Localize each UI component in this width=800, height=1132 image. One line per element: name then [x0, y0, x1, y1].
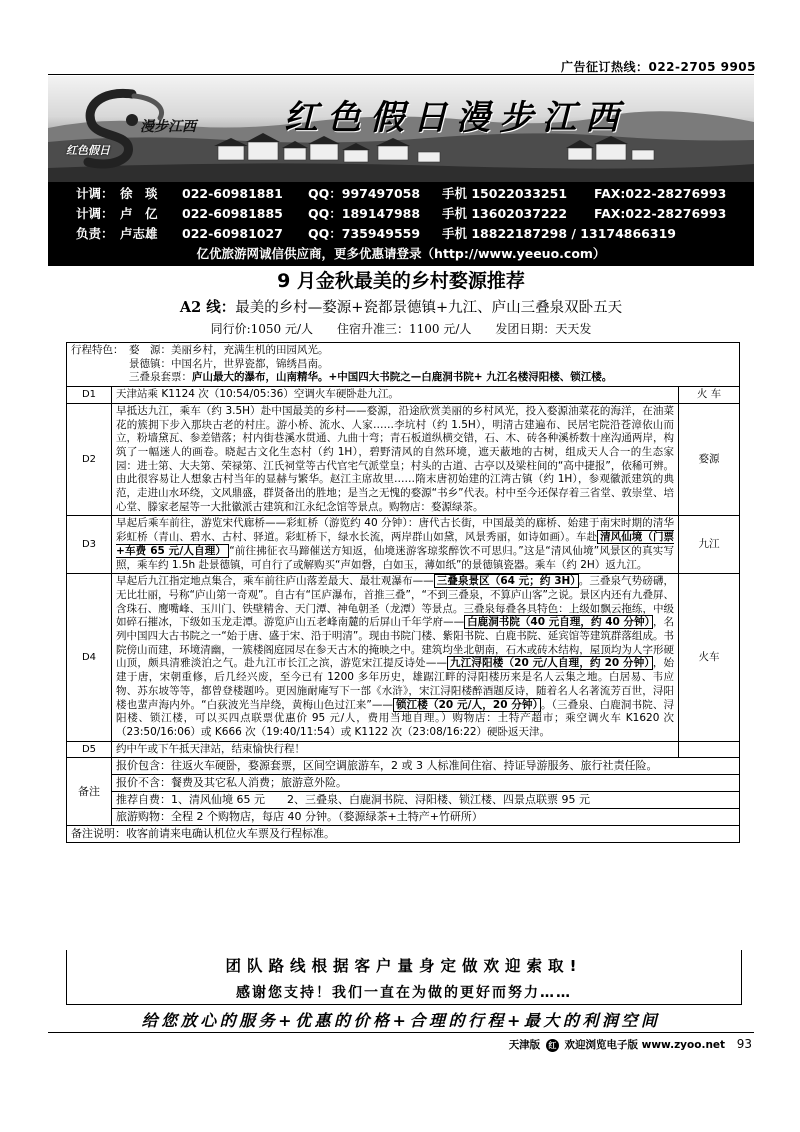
contact-qq: QQ：997497058 — [308, 186, 421, 201]
contact-role: 计调： — [76, 206, 114, 221]
highlight-box: 锁江楼（20 元/人，20 分钟） — [393, 698, 541, 712]
page-title: 9 月金秋最美的乡村婺源推荐 — [277, 270, 525, 292]
day-text — [112, 516, 679, 574]
features-cell — [67, 343, 740, 387]
day-text: 早抵达九江，乘车（约 3.5H）赴中国最美的乡村——婺源，沿途欣赏美丽的乡村风光，投入婺源油菜花的海洋，在油菜花的簇拥下步入那块古老的村庄。游小桥、流水、人家……李坑村（约 1.5H），明清古建遍布、民居宅院沿苍漳依山而立，粉墙黛瓦、参差错落；村内街巷溪水贯通、九曲十弯；青石板道纵横交错，石、木、砖各种溪桥数十座沟通两岸，构筑了一幅迷人的画卷。晓起古文化生态村（约 1H），碧野清风的自然环境，遮天蔽地的古树，组成天人合一的生态家园：进士第、大夫第、荣禄第、江氏祠堂等古代官宅气派堂皇；村头的古道、古亭以及梁柱间的“高中捷报”，依稀可辨。由此很容易让人想象古村当年的显赫与繁华。赵江主席故里……隋末唐初始建的江湾古镇（约 1H），参观徽派建筑的典范，走进山水环绕，文风鼎盛，群贤备出的胜地；是当之无愧的婺源“书乡”代表。村中至今还保存着三省堂、敦崇堂、培心堂、滕家老屋等一大批徽派古建筑和江永纪念馆等景点。购物店：婺源绿茶。 — [112, 403, 679, 516]
promo-box — [66, 950, 742, 1005]
bottom-tagline: 给您放心的服务+优惠的价格+合理的行程+最大的利润空间 — [141, 1011, 661, 1030]
day-text-part: 。三叠泉气势磅礴，无比壮丽，号称“庐山第一奇观”。自古有“匡庐瀑布，首推三叠”，“不到三叠泉，不算庐山客”之说。景区内还有九叠屏、含珠石、鹰嘴峰、玉川门、铁壁精舍、天门潭、神龟朝圣（龙潭）等景点。三叠泉每叠各具特色：上级如飘云拖练，中级如碎石摧冰，下级如玉龙走潭。游览庐山五老峰南麓的后屏山千年学府—— — [116, 575, 675, 629]
contact-panel — [48, 182, 754, 266]
header-banner — [48, 76, 754, 182]
route-code: A2 线： — [179, 299, 236, 316]
day-stay: 火 车 — [679, 387, 740, 404]
page-number: 93 — [736, 1037, 752, 1051]
day-text-part: “前往拂征衣马蹄催送方知返，仙境迷游客琼浆醉饮不可思归。”这是“清风仙境”风景区的真实写照，乘车约 1.5h 赴景德镇，可自行了或解购买“声如磬，白如玉，薄如纸”的景德镇瓷器。乘车（约 2H）返九江。 — [116, 544, 674, 571]
features-row — [67, 343, 740, 387]
itinerary-table — [66, 342, 740, 843]
wuyuan-label: 婺 源： — [129, 344, 171, 356]
remark-row — [67, 775, 740, 792]
day-text-part: ，始建于唐，宋朝重修，后几经兴废，至今已有 1200 多年历史，雄踞江畔的浔阳楼历来是名人云集之地。白居易、韦应物、苏东坡等等，都曾登楼题吟。更因施耐庵写下一部《水浒》，宋江浔阳楼醉酒题反诗，随着名人名著流芳百世，浔阳楼也蜚声海内外。“白荻波光当岸绕，黄梅山色过江来”—— — [116, 657, 675, 711]
contact-mobile: 手机 13602037222 — [442, 206, 568, 221]
day-text-part: 。（三叠泉、白鹿洞书院、浔阳楼、锁江楼，可以买四点联票优惠价 95 元/人，费用当地自理。）购物店：土特产超市；乘空调火车 K1620 次（23:50/16:06）或 K666 次（19:40/11:54）或 K1122 次（23:08/16:22）硬卧返天津。 — [116, 698, 675, 738]
ad-hotline: 广告征订热线：022-2705 9905 — [560, 60, 756, 74]
contact-name: 徐 琰 — [120, 186, 158, 201]
bottom-rule — [48, 1032, 754, 1033]
sdq-label: 三叠泉套票： — [129, 371, 192, 384]
jdz-label: 景德镇： — [129, 357, 171, 370]
day-row — [67, 574, 740, 741]
remark-item: 报价不含：餐费及其它私人消费；旅游意外险。 — [112, 775, 740, 792]
day-row — [67, 387, 740, 404]
remark-note: 备注说明：收客前请来电确认机位火车票及行程标准。 — [67, 826, 740, 843]
day-stay: 婺源 — [679, 403, 740, 516]
banner-slogan: 红色假日漫步江西 — [284, 98, 628, 138]
remark-row — [67, 792, 740, 809]
contact-tel: 022-60981885 — [182, 206, 283, 221]
contact-qq: QQ：189147988 — [308, 206, 421, 221]
jdz-feature: 中国名片，世界瓷都，锦绣昌南。 — [171, 357, 329, 370]
promo-line-1: 团队路线根据客户量身定做欢迎索取! — [225, 957, 583, 975]
day-stay: 火车 — [679, 574, 740, 741]
day-label: D2 — [67, 403, 112, 516]
day-text: 天津站乘 K1124 次（10:54/05:36）空调火车硬卧赴九江。 — [112, 387, 679, 404]
contact-fax: FAX:022-28276993 — [594, 206, 727, 221]
day-label: D3 — [67, 516, 112, 574]
contact-role: 负责： — [76, 226, 114, 241]
day-stay — [679, 741, 740, 758]
day-label: D5 — [67, 741, 112, 758]
remark-item: 报价包含：往返火车硬卧，婺源套票，区间空调旅游车，2 或 3 人标准间住宿、持证导游服务、旅行社责任险。 — [112, 758, 740, 775]
remark-row — [67, 809, 740, 826]
contact-tel: 022-60981881 — [182, 186, 283, 201]
day-row — [67, 741, 740, 758]
contact-role: 计调： — [76, 186, 114, 201]
logo-text: 漫步江西 — [140, 119, 196, 135]
features-label: 行程特色： — [71, 344, 124, 356]
highlight-box: 九江浔阳楼（20 元/人自理，约 20 分钟） — [447, 656, 653, 670]
remark-item: 推荐自费：1、清风仙境 65 元 2、三叠泉、白鹿洞书院、浔阳楼、锁江楼、四景点联票 95 元 — [112, 792, 740, 809]
remark-note-row — [67, 826, 740, 843]
day-text-part: 早起后九江指定地点集合，乘车前往庐山落差最大、最壮观瀑布—— — [116, 575, 434, 588]
contact-qq: QQ：735949559 — [308, 226, 421, 241]
day-stay: 九江 — [679, 516, 740, 574]
route-line — [48, 296, 754, 317]
day-text: 约中午或下午抵天津站，结束愉快行程！ — [112, 741, 679, 758]
contact-mobile: 手机 15022033251 — [442, 186, 568, 201]
highlight-box: 三叠泉景区（64 元；约 3H） — [434, 574, 579, 588]
remark-item: 旅游购物：全程 2 个购物店，每店 40 分钟。（婺源绿茶+土特产+竹研所） — [112, 809, 740, 826]
day-text-part: 早起后乘车前往，游览宋代廊桥——彩虹桥（游览约 40 分钟）：唐代古长街，中国最美的廊桥、始建于南宋时期的清华彩虹桥（青山、碧水、古村、驿道。彩虹桥下，绿水长流，两岸群山如黛，风景秀丽，如诗如画）。车赴 — [116, 517, 674, 544]
page-footer — [509, 1037, 752, 1052]
sdq-feature: 庐山最大的瀑布，山南精华。+中国四大书院之—白鹿洞书院+ 九江名楼浔阳楼、锁江楼。 — [192, 371, 613, 384]
contact-name: 卢志雄 — [120, 226, 158, 241]
welcome-link[interactable]: 欢迎浏览电子版 www.zyoo.net — [564, 1039, 726, 1051]
contact-website-line: 亿优旅游网诚信供应商，更多优惠请登录（http://www.yeeuo.com） — [196, 246, 606, 261]
day-label: D4 — [67, 574, 112, 741]
day-text-part: ，名列中国四大古书院之一“始于唐、盛于宋、沿于明清”。现由书院门楼、紫阳书院、白鹿书院、延宾馆等建筑群落组成。书院傍山而建，环境清幽，一簇楼阁庭园尽在参天古木的掩映之中。建筑均坐北朝南，石木或砖木结构，屋顶均为人字形硬山顶，颇具清雅淡泊之气。赴九江市长江之滨，游览宋江提反诗处—— — [116, 616, 674, 670]
remark-row — [67, 758, 740, 775]
highlight-box: 清风仙境（门票+车费 65 元/人自理） — [116, 531, 675, 557]
contact-tel: 022-60981027 — [182, 226, 283, 241]
day-row — [67, 516, 740, 574]
contact-fax: FAX:022-28276993 — [594, 186, 727, 201]
route-price: 同行价:1050 元/人 住宿升准三：1100 元/人 发团日期：天天发 — [210, 322, 592, 336]
top-rule — [48, 74, 754, 75]
day-row — [67, 403, 740, 516]
remarks-label: 备注 — [67, 758, 112, 826]
logo-caption: 红色假日 — [66, 144, 110, 157]
edition-label: 天津版 — [508, 1039, 541, 1051]
highlight-box: 白鹿洞书院（40 元自理，约 40 分钟） — [464, 615, 653, 629]
route-description: 最美的乡村—婺源+瓷都景德镇+九江、庐山三叠泉双卧五天 — [235, 300, 623, 316]
contact-mobile: 手机 18822187298 / 13174866319 — [442, 226, 676, 241]
contact-name: 卢 亿 — [120, 206, 158, 221]
day-label: D1 — [67, 387, 112, 404]
red-badge-icon: 红 — [546, 1039, 559, 1052]
promo-line-2: 感谢您支持！我们一直在为做的更好而努力…… — [236, 985, 572, 1001]
day-text — [112, 574, 679, 741]
wuyuan-feature: 美丽乡村，充满生机的田园风光。 — [171, 344, 329, 356]
